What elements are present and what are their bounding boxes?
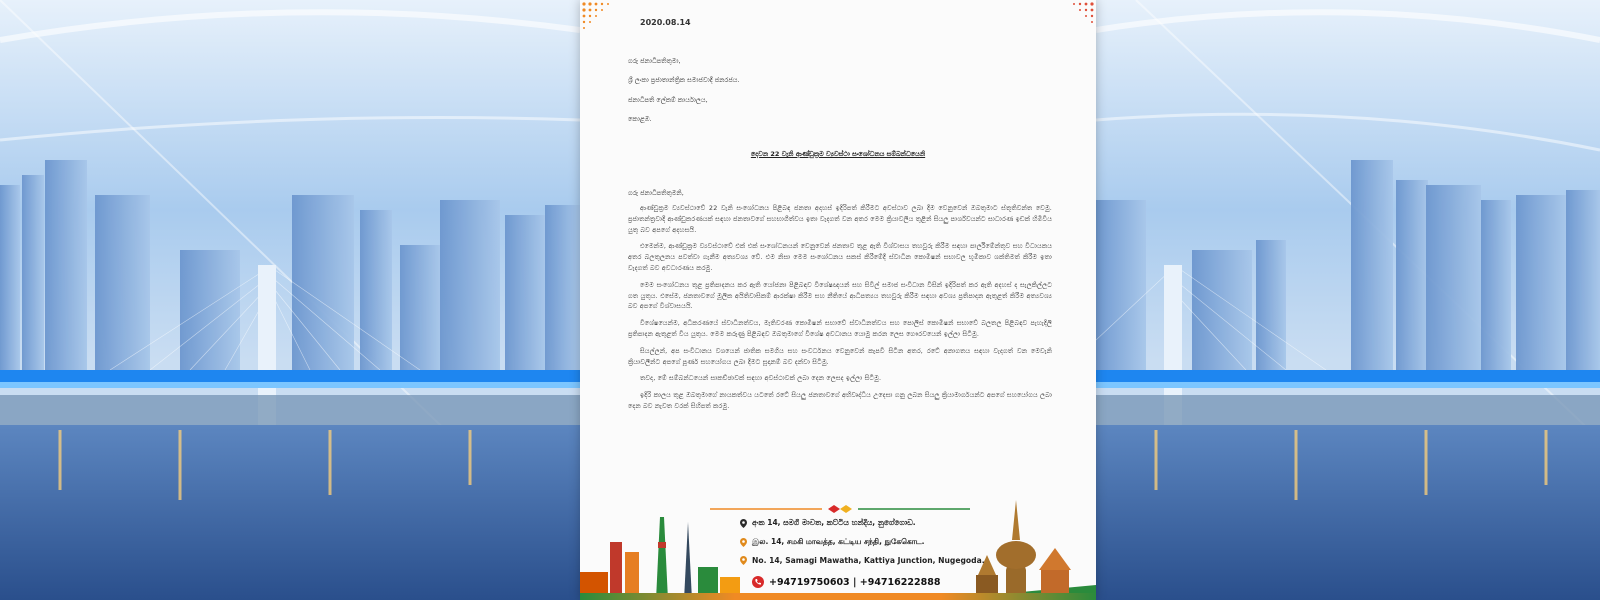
pagoda-illustration [936, 500, 1096, 600]
body-paragraph: සියල්ලන්, අප සංවිධානය වශයෙන් ජාතික සමගිය සහ සංවර්ධනය වෙනුවෙන් කැපවී සිටින අතර, රටේ අනාගතය සඳහා වැදගත් වන මෙවැනි ක්‍රියාවලීන්ට අපගේ පූර්ණ සහයෝගය ලබා දීමට සූදානම් බව දන්වා සිටිමු. [628, 346, 1052, 366]
body-paragraph: විශේෂයෙන්ම, අධිකරණයේ ස්වාධීනත්වය, මැතිවරණ කොමිෂන් සභාවේ ස්වාධීනත්වය සහ පොලිස් කොමිෂන් සභාවේ බලතල පිළිබඳව පැහැදිලි ප්‍රතිපාදන ඇතුළත් විය යුතුය. මෙම කරුණු පිළිබඳව ඔබතුමාගේ විශේෂ අවධානය යොමු කරන ලෙස ගෞරවයෙන් ඉල්ලා සිටිමු. [628, 319, 1052, 338]
letter-document [580, 0, 1096, 600]
city-skyline-image [0, 0, 580, 600]
background-city-right [1096, 0, 1600, 600]
map-pin-icon [740, 556, 747, 565]
body-paragraph: තවද, මේ සම්බන්ධයෙන් සාකච්ඡාවක් සඳහා අවස්ථාවක් ලබා දෙන ලෙසද ඉල්ලා සිටිමු. [640, 374, 882, 383]
footer-divider-ornament [710, 505, 970, 513]
body-paragraph: එමෙන්ම, ආණ්ඩුක්‍රම ව්‍යවස්ථාවේ එක් එක් සංශෝධනයන් වෙනුවෙන් ජනතාව තුළ ඇති විශ්වාසය තහවුරු කිරීම සඳහා පාර්ලිමේන්තුව සහ විධායකය අතර බලතුලනය පවත්වා ගැනීම අත්‍යවශ්‍ය වේ. එම නිසා මෙම සංශෝධනය සකස් කිරීමේදී ස්වාධීන කොමිෂන් සභාවල භූමිකාව ශක්තිමත් කිරීම ඉතා වැදගත් බව අවධාරණය කරමු. [628, 242, 1052, 272]
map-pin-icon [740, 519, 747, 528]
city-skyline-image [1096, 0, 1600, 600]
corner-dots-decoration [1052, 0, 1096, 44]
letter-salutation: ගරු ජනාධිපතිතුමනි, [628, 189, 684, 197]
letter-date: 2020.08.14 [640, 18, 691, 27]
body-paragraph: ආණ්ඩුක්‍රම ව්‍යවස්ථාවේ 22 වැනි සංශෝධනය පිළිබඳ ජනතා අදහස් ඉදිරිපත් කිරීමට අවස්ථාව ලබා දීම වෙනුවෙන් ඔබතුමාට ස්තූතිවන්ත වෙමු. ප්‍රජාතන්ත්‍රවාදී ආණ්ඩුකරණයක් සඳහා ජනතාවගේ සහභාගීත්වය ඉතා වැදගත් වන අතර මෙම ක්‍රියාවලිය තුළින් සියලු පාර්ශ්වයන්ට සාධාරණ ඉඩක් හිමිවිය යුතු බව අපගේ අදහසයි. [628, 204, 1052, 234]
corner-dots-decoration [580, 0, 624, 44]
footer-address-english [740, 556, 985, 565]
footer-address-tamil [740, 537, 925, 547]
address-line: ගරු ජනාධිපතිතුමා, [628, 57, 681, 65]
footer-color-strip [580, 593, 1096, 600]
background-city-left [0, 0, 580, 600]
address-line: ජනාධිපති ලේකම් කාර්යාලය, [628, 96, 708, 104]
footer-phone-text: +94719750603 | +94716222888 [769, 576, 941, 588]
footer-address-sinhala-text: අංක 14, සමගි මාවත, කට්ටිය හන්දිය, නුගේගොඩ. [752, 518, 916, 527]
footer-address-sinhala [740, 518, 916, 528]
letter-subject: දෙවන 22 වැනි ආණ්ඩුක්‍රම ව්‍යවස්ථා සංශෝධනය සම්බන්ධයෙනි [750, 150, 926, 158]
footer-phone [752, 576, 940, 588]
letter-body [628, 203, 1052, 418]
address-line: කොළඹ. [628, 115, 652, 123]
phone-icon [752, 576, 764, 588]
colombo-skyline-illustration [580, 512, 740, 600]
footer-address-tamil-text: இல. 14, சமகி மாவத்த, கட்டிய சந்தி, நுகேகொட. [752, 537, 925, 546]
body-paragraph: මෙම සංශෝධනය තුළ ප්‍රතිපාදනය කර ඇති යෝජනා පිළිබඳව විශේෂඥයන් සහ සිවිල් සමාජ සංවිධාන විසින් ඉදිරිපත් කර ඇති අදහස් ද සැලකිල්ලට ගත යුතුය. එසේම, ජනතාවගේ මූලික අයිතිවාසිකම් ආරක්ෂා කිරීම සහ නීතියේ ආධිපත්‍යය තහවුරු කිරීම සඳහා අවශ්‍ය ප්‍රතිපාදන ඇතුළත් කිරීම අත්‍යවශ්‍ය බව අපගේ විශ්වාසයයි. [628, 280, 1052, 311]
map-pin-icon [740, 538, 747, 547]
address-line: ශ්‍රී ලංකා ප්‍රජාතාන්ත්‍රික සමාජවාදී ජනරජය. [628, 76, 740, 84]
body-paragraph: ඉදිරි කාලය තුළ ඔබතුමාගේ නායකත්වය යටතේ රටේ සියලු ජනතාවගේ අභිවෘද්ධිය උදෙසා ගනු ලබන සියලු ක්‍රියාමාර්ගයන්ට අපගේ සහයෝගය ලබා දෙන බව නැවත වරක් සිහිපත් කරමු. [628, 391, 1052, 410]
footer-address-english-text: No. 14, Samagi Mawatha, Kattiya Junction, Nugegoda. [752, 556, 985, 565]
